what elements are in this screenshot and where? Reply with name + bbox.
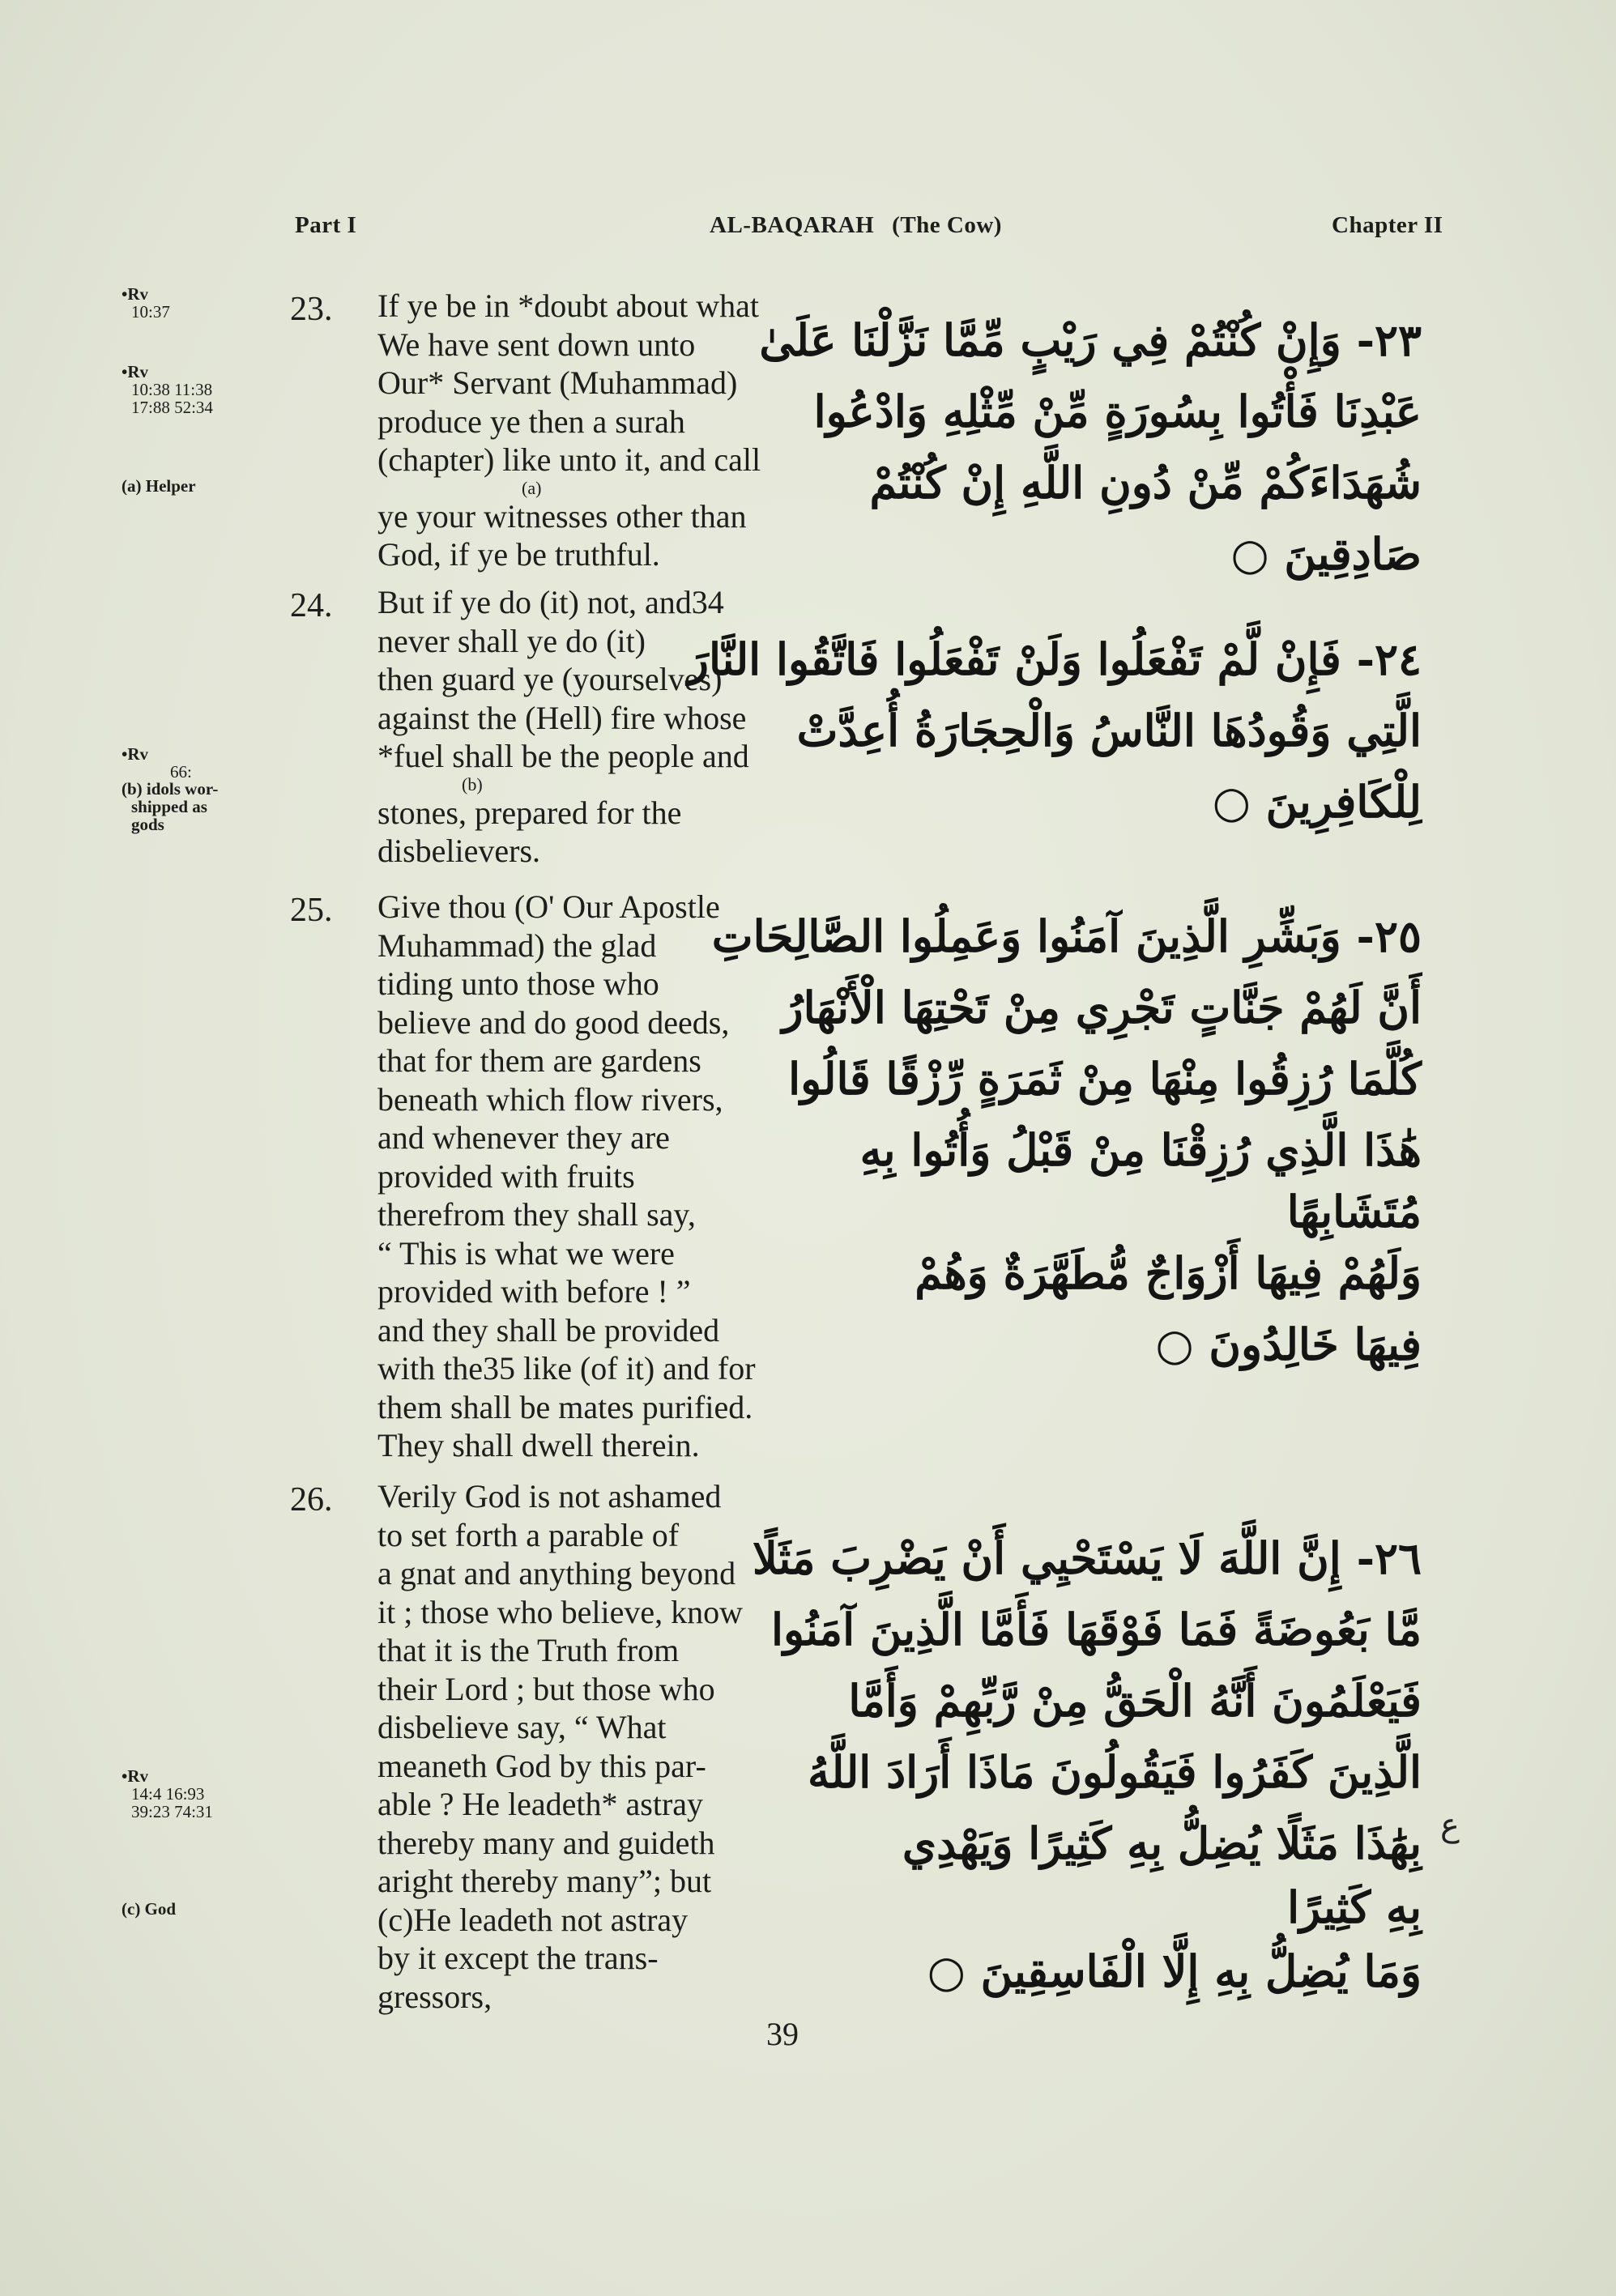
- footnote-marker-a: (a): [522, 477, 542, 498]
- verse-23-text: If ye be in *doubt about what We have sent down unto Our* Servant (Muhammad) produce ye then a surah (chapter) like unto it, and call (a) ye your witnesses other than God, if ye be truthful.: [377, 287, 855, 574]
- footnote-marker-b: (b): [462, 773, 483, 794]
- running-header-chapter: Chapter II: [1332, 212, 1443, 238]
- verse-26-text: Verily God is not ashamed to set forth a parable of a gnat and anything beyond it ; those who believe, know that it is the Truth from their Lord ; but those who disbelieve say, “ What meaneth God by this par- able ? He leadeth* astray thereby many and guideth aright thereby many”; but (c)He leadeth not astray by it except the trans- gressors,: [377, 1478, 744, 2015]
- running-header-part: Part I: [295, 212, 357, 238]
- margin-gloss-b: (b) idols wor- shipped as gods: [122, 779, 219, 834]
- verse-24-text: But if ye do (it) not, and34 never shall ye do (it) then guard ye (yourselves) against the (Hell) fire whose *fuel shall be the people and (b) stones, prepared for the disbelievers.: [377, 583, 855, 871]
- verse-number: 24.: [290, 587, 333, 624]
- page-number: 39: [766, 2016, 799, 2052]
- margin-note-rv-2: •Rv 10:38 11:38 17:88 52:34: [122, 362, 213, 417]
- arabic-verse-24: ٢٤- فَإِنْ لَّمْ تَفْعَلُوا وَلَنْ تَفْعَلُوا فَاتَّقُوا النَّارَ الَّتِي وَقُودُهَا النَّاسُ وَالْحِجَارَةُ أُعِدَّتْ لِلْكَافِرِينَ ○: [687, 633, 1422, 828]
- verse-number: 26.: [290, 1481, 333, 1519]
- margin-note-rv-1: •Rv 10:37: [122, 284, 170, 322]
- arabic-verse-26: ٢٦- إِنَّ اللَّهَ لَا يَسْتَحْيِي أَنْ يَضْرِبَ مَثَلًا مَّا بَعُوضَةً فَمَا فَوْقَهَا فَأَمَّا الَّذِينَ آمَنُوا فَيَعْلَمُونَ أَنَّهُ الْحَقُّ مِنْ رَّبِّهِمْ وَأَمَّا الَّذِينَ كَفَرُوا فَيَقُولُونَ مَاذَا أَرَادَ اللَّهُ بِهَٰذَا مَثَلًا يُضِلُّ بِهِ كَثِيرًا وَيَهْدِي بِهِ كَثِيرًا وَمَا يُضِلُّ بِهِ إِلَّا الْفَاسِقِينَ ○: [752, 1532, 1422, 1997]
- margin-note-rv-3: •Rv 66:: [122, 744, 192, 782]
- header-surah-name: AL-BAQARAH: [710, 212, 875, 238]
- margin-gloss-c: (c) God: [122, 1899, 177, 1919]
- verse-25-text: Give thou (O' Our Apostle Muhammad) the glad tiding unto those who believe and do good deeds, that for them are gardens beneath which flow rivers, and whenever they are provided with fruits therefrom they shall say, “ This is what we were provided with before ! ” and they shall be provided with the35 like (of it) and for them shall be mates purified. They shall dwell therein.: [377, 888, 756, 1463]
- running-header-title: [710, 212, 1002, 239]
- ruku-marker-icon: ع: [1440, 1807, 1460, 1843]
- arabic-verse-23: ٢٣- وَإِنْ كُنْتُمْ فِي رَيْبٍ مِّمَّا نَزَّلْنَا عَلَىٰ عَبْدِنَا فَأْتُوا بِسُورَةٍ مِّنْ مِّثْلِهِ وَادْعُوا شُهَدَاءَكُمْ مِّنْ دُونِ اللَّهِ إِنْ كُنْتُمْ صَادِقِينَ ○: [759, 314, 1422, 580]
- header-surah-translation: (The Cow): [892, 212, 1002, 238]
- verse-number: 23.: [290, 291, 333, 328]
- margin-gloss-a: (a) Helper: [122, 476, 196, 496]
- margin-note-rv-4: •Rv 14:4 16:93 39:23 74:31: [122, 1766, 213, 1821]
- verse-number: 25.: [290, 892, 333, 929]
- arabic-verse-25: ٢٥- وَبَشِّرِ الَّذِينَ آمَنُوا وَعَمِلُوا الصَّالِحَاتِ أَنَّ لَهُمْ جَنَّاتٍ تَجْرِي مِنْ تَحْتِهَا الْأَنْهَارُ كُلَّمَا رُزِقُوا مِنْهَا مِنْ ثَمَرَةٍ رِّزْقًا قَالُوا هَٰذَا الَّذِي رُزِقْنَا مِنْ قَبْلُ وَأُتُوا بِهِ مُتَشَابِهًا وَلَهُمْ فِيهَا أَزْوَاجٌ مُّطَهَّرَةٌ وَهُمْ فِيهَا خَالِدُونَ ○: [711, 910, 1422, 1370]
